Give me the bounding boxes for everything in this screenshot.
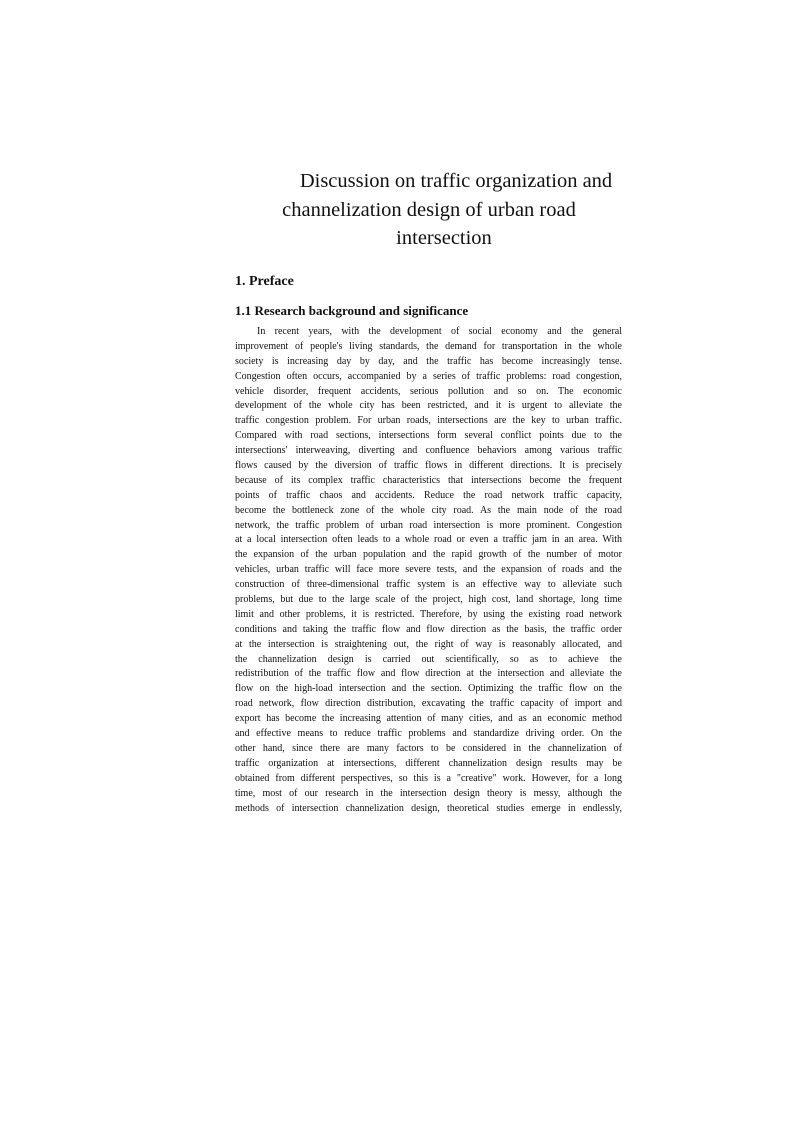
paragraph-line: traffic congestion problem. For urban roads, intersections are the key to urban traffic.: [235, 415, 622, 427]
paragraph-line: society is increasing day by day, and the traffic has become increasingly tense.: [235, 355, 622, 367]
paragraph-line: Congestion often occurs, accompanied by a series of traffic problems: road congestion,: [235, 370, 622, 382]
body-paragraph: [235, 325, 622, 816]
paragraph-line: traffic organization at intersections, different channelization design results may be: [235, 757, 622, 769]
paragraph-line: improvement of people's living standards, the demand for transportation in the whole: [235, 340, 622, 352]
paragraph-line: flow on the high-load intersection and the section. Optimizing the traffic flow on the: [235, 683, 622, 695]
paragraph-line: export has become the increasing attention of many cities, and as an economic method: [235, 713, 622, 725]
paragraph-line: at a local intersection often leads to a whole road or even a traffic jam in an area. With: [235, 534, 622, 546]
paragraph-line: flows caused by the diversion of traffic flows in different directions. It is precisely: [235, 460, 622, 472]
title-line: channelization design of urban road: [282, 198, 576, 221]
paragraph-line: methods of intersection channelization design, theoretical studies emerge in endlessly,: [235, 802, 622, 814]
title-line: intersection: [396, 227, 492, 249]
paragraph-line: at the intersection is straightening out, the right of way is reasonably allocated, and: [235, 638, 622, 650]
paragraph-line: redistribution of the traffic flow and flow direction at the intersection and alleviate the: [235, 668, 622, 680]
paragraph-line: construction of three-dimensional traffic system is an effective way to alleviate such: [235, 579, 622, 591]
document-title: [262, 167, 622, 253]
paragraph-line: network, the traffic problem of urban road intersection is more prominent. Congestion: [235, 519, 622, 531]
paragraph-line: limit and other problems, it is restricted. Therefore, by using the existing road network: [235, 608, 622, 620]
section-heading: 1. Preface: [235, 274, 294, 289]
title-line: Discussion on traffic organization and: [299, 170, 613, 192]
paragraph-line: conditions and taking the traffic flow and flow direction as the basis, the traffic order: [235, 623, 622, 635]
paragraph-line: vehicles, urban traffic will face more severe tests, and the expansion of roads and the: [235, 564, 622, 576]
paragraph-line: points of traffic chaos and accidents. Reduce the road network traffic capacity,: [235, 489, 622, 501]
paragraph-line: development of the whole city has been restricted, and it is urgent to alleviate the: [235, 400, 622, 412]
paragraph-line: problems, but due to the large scale of the project, high cost, land shortage, long time: [235, 594, 622, 606]
paragraph-line: become the bottleneck zone of the whole city road. As the main node of the road: [235, 504, 622, 516]
paragraph-line: the expansion of the urban population and the rapid growth of the number of motor: [235, 549, 622, 561]
paragraph-line: In recent years, with the development of social economy and the general: [257, 326, 622, 337]
paragraph-line: Compared with road sections, intersections form several conflict points due to the: [235, 430, 622, 442]
paragraph-line: time, most of our research in the intersection design theory is messy, although the: [235, 787, 622, 799]
paragraph-line: road network, flow direction distribution, excavating the traffic capacity of import and: [235, 698, 622, 710]
paragraph-line: other hand, since there are many factors to be considered in the channelization of: [235, 742, 622, 754]
paragraph-line: vehicle disorder, frequent accidents, serious pollution and so on. The economic: [235, 385, 622, 397]
paragraph-line: and effective means to reduce traffic problems and standardize driving order. On the: [235, 728, 622, 740]
subsection-heading: 1.1 Research background and significance: [235, 303, 469, 318]
paragraph-line: because of its complex traffic characteristics that intersections become the frequent: [235, 474, 622, 486]
paragraph-line: intersections' interweaving, diverting and confluence behaviors among various traffic: [235, 445, 622, 457]
paragraph-line: the channelization design is carried out scientifically, so as to achieve the: [235, 653, 622, 665]
paragraph-line: obtained from different perspectives, so this is a "creative" work. However, for a long: [235, 772, 622, 784]
